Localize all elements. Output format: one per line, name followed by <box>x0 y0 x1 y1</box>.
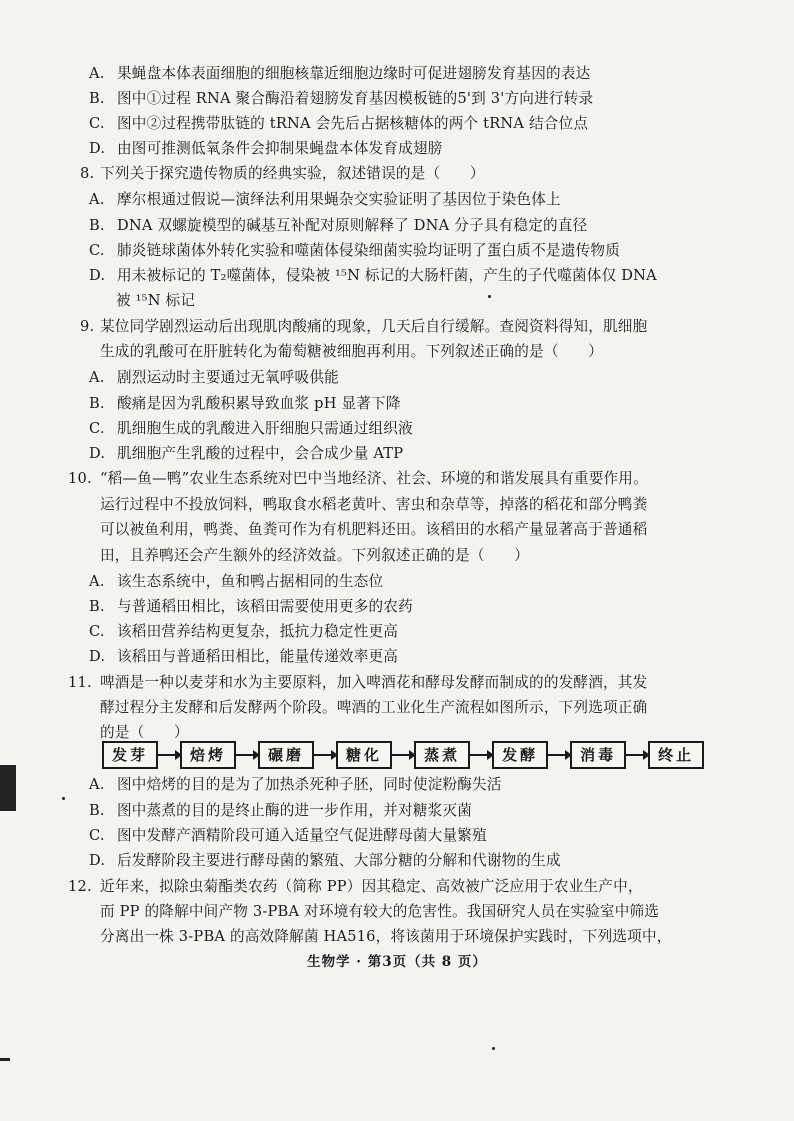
page-footer: 生物学 · 第3页（共 8 页） <box>307 954 487 970</box>
flow-step-termination: 终止 <box>648 741 704 769</box>
q7-option-c: C. 图中②过程携带肽链的 tRNA 会先后占据核糖体的两个 tRNA 结合位点 <box>89 115 589 132</box>
scan-edge-mark <box>0 765 16 811</box>
q12-stem-line-2: 而 PP 的降解中间产物 3-PBA 对环境有较大的危害性。我国研究人员在实验室中筛选 <box>100 903 660 920</box>
q11-stem-line-2: 酵过程分主发酵和后发酵两个阶段。啤酒的工业化生产流程如图所示，下列选项正确 <box>100 699 648 716</box>
flow-step-boiling: 蒸煮 <box>414 741 470 769</box>
flow-arrow-icon <box>626 754 648 756</box>
flow-step-sprouting: 发芽 <box>102 741 158 769</box>
flow-step-roasting: 焙烤 <box>180 741 236 769</box>
q8-option-a: A. 摩尔根通过假说—演绎法利用果蝇杂交实验证明了基因位于染色体上 <box>89 191 561 208</box>
q10-stem-line-4: 田，且养鸭还会产生额外的经济效益。下列叙述正确的是（ ） <box>100 547 530 564</box>
flow-arrow-icon <box>236 754 258 756</box>
q10-stem-line-1: 10. “稻—鱼—鸭”农业生态系统对巴中当地经济、社会、环境的和谐发展具有重要作用。 <box>68 470 648 487</box>
q9-stem-line-2: 生成的乳酸可在肝脏转化为葡萄糖被细胞再利用。下列叙述正确的是（ ） <box>100 343 603 360</box>
q7-option-a: A. 果蝇盘本体表面细胞的细胞核靠近细胞边缘时可促进翅膀发育基因的表达 <box>89 65 591 82</box>
q10-stem-line-2: 运行过程中不投放饲料，鸭取食水稻老黄叶、害虫和杂草等，掉落的稻花和部分鸭粪 <box>100 496 648 513</box>
scan-dust-dot <box>492 1047 495 1050</box>
flow-arrow-icon <box>548 754 570 756</box>
q11-option-d: D. 后发酵阶段主要进行酵母菌的繁殖、大部分糖的分解和代谢物的生成 <box>89 852 561 869</box>
q11-option-b: B. 图中蒸煮的目的是终止酶的进一步作用，并对糖浆灭菌 <box>89 802 473 819</box>
q11-option-a: A. 图中焙烤的目的是为了加热杀死种子胚，同时使淀粉酶失活 <box>89 776 502 793</box>
q9-option-d: D. 肌细胞产生乳酸的过程中，会合成少量 ATP <box>89 445 404 462</box>
q10-option-b: B. 与普通稻田相比，该稻田需要使用更多的农药 <box>89 598 413 615</box>
q11-stem-line-3: 的是（ ） <box>100 724 189 741</box>
flow-step-milling: 碾磨 <box>258 741 314 769</box>
scan-dust-dot <box>62 797 65 800</box>
flow-step-disinfection: 消毒 <box>570 741 626 769</box>
flow-arrow-icon <box>470 754 492 756</box>
flow-arrow-icon <box>314 754 336 756</box>
q11-option-c: C. 图中发酵产酒精阶段可通入适量空气促进酵母菌大量繁殖 <box>89 827 487 844</box>
q10-option-d: D. 该稻田与普通稻田相比，能量传递效率更高 <box>89 648 399 665</box>
flow-arrow-icon <box>158 754 180 756</box>
flow-step-saccharification: 糖化 <box>336 741 392 769</box>
q7-option-d: D. 由图可推测低氧条件会抑制果蝇盘本体发育成翅膀 <box>89 140 443 157</box>
q10-stem-line-3: 可以被鱼利用，鸭粪、鱼粪可作为有机肥料还田。该稻田的水稻产量显著高于普通稻 <box>100 521 648 538</box>
q10-option-a: A. 该生态系统中，鱼和鸭占据相同的生态位 <box>89 573 384 590</box>
q12-stem-line-3: 分离出一株 3-PBA 的高效降解菌 HA516，将该菌用于环境保护实践时，下列选项中， <box>100 928 672 945</box>
q12-stem-line-1: 12. 近年来，拟除虫菊酯类农药（简称 PP）因其稳定、高效被广泛应用于农业生产中， <box>68 878 643 895</box>
q8-option-d-continued: 被 ¹⁵N 标记 <box>116 292 196 309</box>
flow-step-fermentation: 发酵 <box>492 741 548 769</box>
beer-production-flowchart <box>102 741 704 769</box>
q9-stem-line-1: 9. 某位同学剧烈运动后出现肌肉酸痛的现象，几天后自行缓解。查阅资料得知，肌细胞 <box>80 318 648 335</box>
q8-stem: 8. 下列关于探究遗传物质的经典实验，叙述错误的是（ ） <box>80 165 485 182</box>
q9-option-c: C. 肌细胞生成的乳酸进入肝细胞只需通过组织液 <box>89 420 413 437</box>
q7-option-b: B. 图中①过程 RNA 聚合酶沿着翅膀发育基因模板链的5'到 3'方向进行转录 <box>89 90 594 107</box>
scan-dust-dot <box>488 295 491 298</box>
q11-stem-line-1: 11. 啤酒是一种以麦芽和水为主要原料，加入啤酒花和酵母发酵而制成的的发酵酒，其发 <box>68 674 648 691</box>
q9-option-a: A. 剧烈运动时主要通过无氧呼吸供能 <box>89 369 339 386</box>
q9-option-b: B. 酸痛是因为乳酸积累导致血浆 pH 显著下降 <box>89 395 401 412</box>
q10-option-c: C. 该稻田营养结构更复杂，抵抗力稳定性更高 <box>89 623 399 640</box>
q8-option-d: D. 用未被标记的 T₂噬菌体，侵染被 ¹⁵N 标记的大肠杆菌，产生的子代噬菌体仅 DNA <box>89 267 657 284</box>
scan-edge-mark <box>0 1058 10 1061</box>
flow-arrow-icon <box>392 754 414 756</box>
q8-option-b: B. DNA 双螺旋模型的碱基互补配对原则解释了 DNA 分子具有稳定的直径 <box>89 217 588 234</box>
q8-option-c: C. 肺炎链球菌体外转化实验和噬菌体侵染细菌实验均证明了蛋白质不是遗传物质 <box>89 242 620 259</box>
